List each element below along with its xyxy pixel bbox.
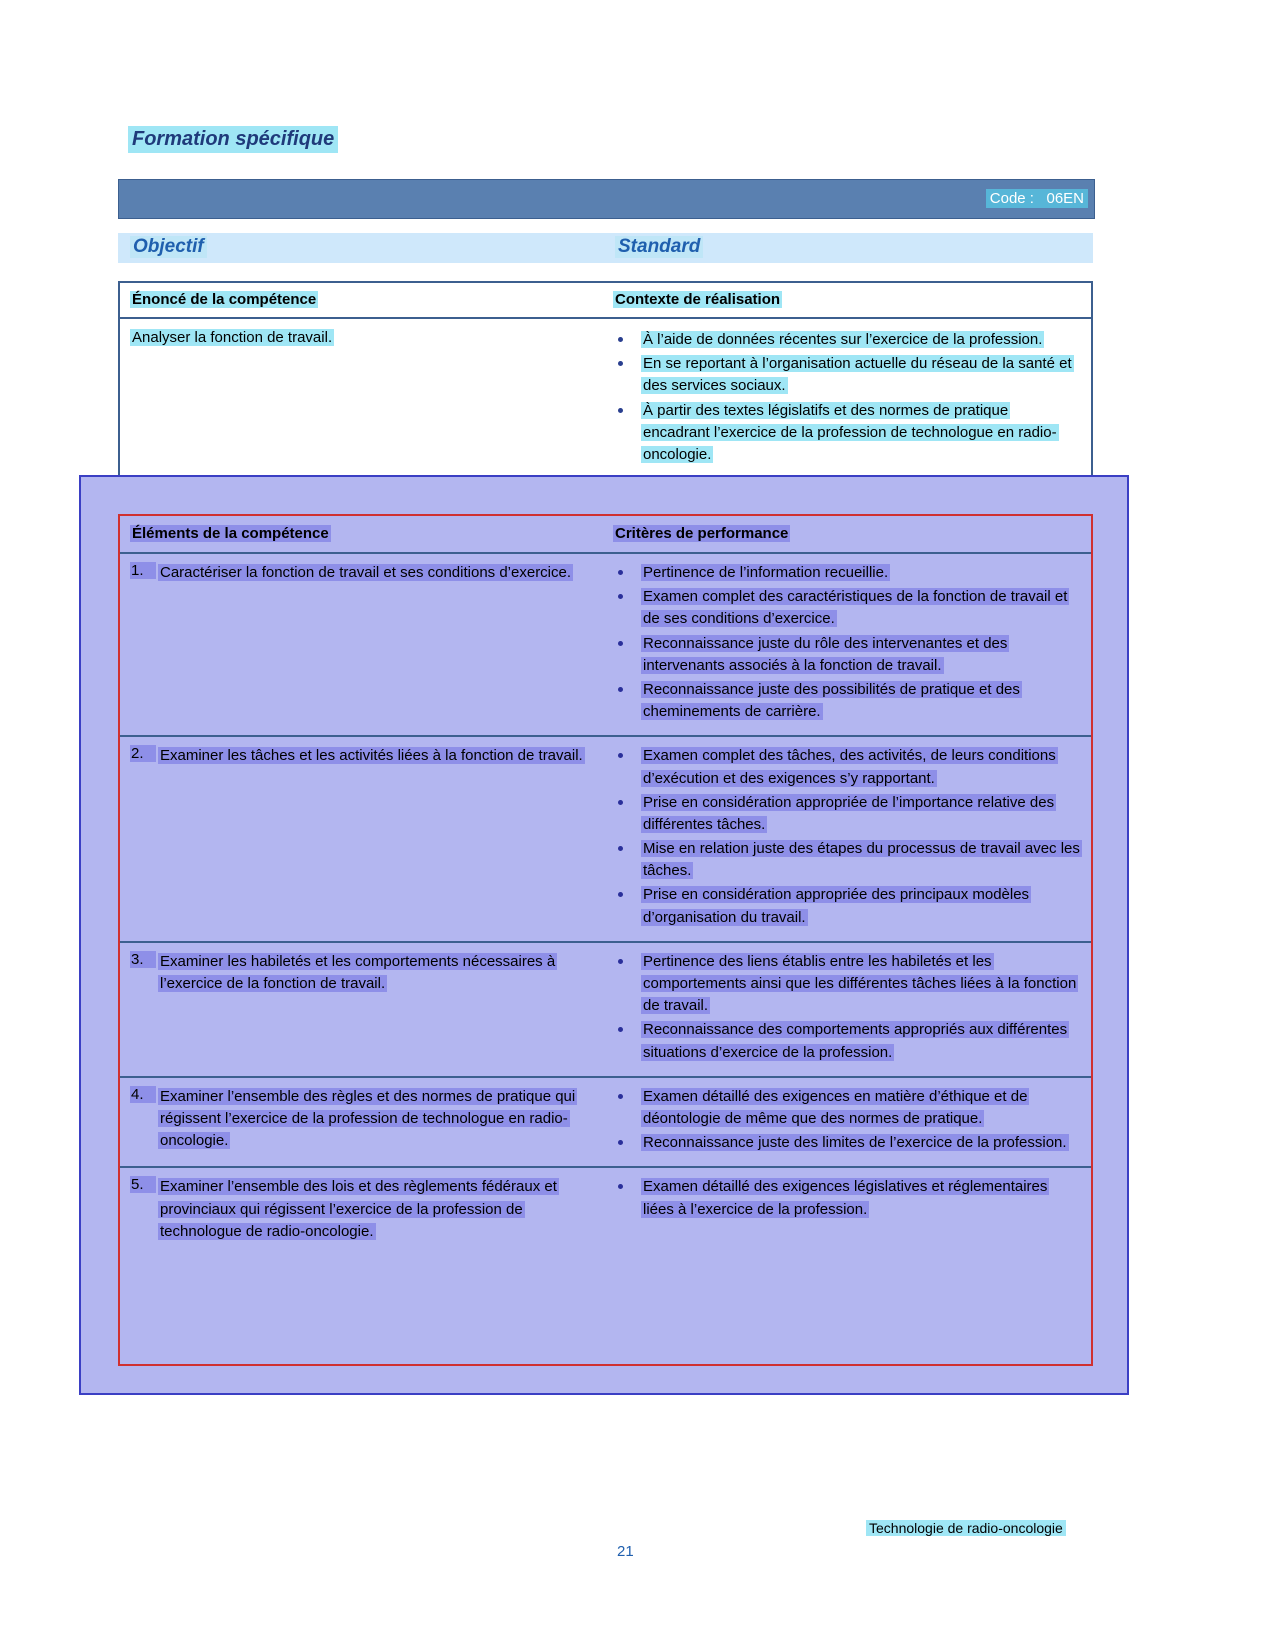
element-text-wrap — [158, 951, 600, 995]
criteria-item-text: Pertinence des liens établis entre les habiletés et les comportements ainsi que les différentes tâches liées à la fonction de travail. — [643, 952, 1077, 1015]
criteria-item — [613, 1019, 1081, 1063]
criteria-item-text: Prise en considération appropriée de l’importance relative des différentes tâches. — [643, 793, 1055, 833]
element-text-wrap — [158, 745, 600, 767]
criteria-item — [613, 562, 1081, 584]
element-text-wrap — [158, 562, 600, 584]
competence-table-header — [120, 283, 1091, 319]
criteria-item-text: Prise en considération appropriée des principaux modèles d’organisation du travail. — [643, 886, 1030, 926]
context-list — [613, 329, 1078, 466]
element-text-wrap — [158, 1176, 600, 1243]
criteria-item-text: Mise en relation juste des étapes du processus de travail avec les tâches. — [643, 840, 1080, 880]
criteria-item-text: Examen complet des caractéristiques de la fonction de travail et de ses conditions d’exercice. — [643, 588, 1068, 628]
element-cell — [130, 745, 600, 767]
page-number: 21 — [617, 1543, 634, 1560]
criteria-item-text: Reconnaissance juste du rôle des intervenantes et des intervenants associés à la fonction de travail. — [643, 634, 1008, 674]
footer-program-name: Technologie de radio-oncologie — [866, 1520, 1066, 1536]
criteria-cell — [613, 745, 1081, 929]
criteria-item — [613, 951, 1081, 1018]
criteria-item — [613, 1132, 1081, 1154]
table-row — [120, 554, 1091, 737]
element-text: Caractériser la fonction de travail et ses conditions d’exercice. — [160, 564, 572, 581]
competence-statement-text: Analyser la fonction de travail. — [132, 329, 333, 346]
element-cell — [130, 562, 600, 584]
element-cell — [130, 1086, 600, 1153]
criteria-item-text: Examen détaillé des exigences en matière d’éthique et de déontologie de même que des normes de pratique. — [643, 1087, 1028, 1127]
criteria-cell — [613, 1176, 1081, 1220]
criteria-item-text: Pertinence de l’information recueillie. — [643, 564, 889, 581]
criteria-item-text: Reconnaissance juste des limites de l’exercice de la profession. — [643, 1134, 1067, 1152]
header-enonce: Énoncé de la compétence — [132, 291, 317, 308]
context-item — [613, 353, 1078, 397]
criteria-item — [613, 633, 1081, 677]
criteria-item — [613, 884, 1081, 928]
element-number: 4. — [130, 1086, 156, 1103]
criteria-item-text: Reconnaissance juste des possibilités de pratique et des cheminements de carrière. — [643, 680, 1020, 721]
criteria-item — [613, 586, 1081, 630]
header-contexte: Contexte de réalisation — [615, 291, 781, 308]
competence-statement-cell — [130, 329, 600, 346]
element-number: 2. — [130, 745, 156, 762]
objectif-standard-header — [118, 233, 1093, 263]
elements-table-header — [120, 516, 1091, 554]
context-cell — [613, 329, 1078, 468]
header-elements: Éléments de la compétence — [132, 525, 329, 542]
element-cell — [130, 1176, 600, 1243]
criteria-item-text: Examen détaillé des exigences législatives et réglementaires liées à l’exercice de la profession. — [643, 1178, 1048, 1218]
criteria-item-text: Examen complet des tâches, des activités, de leurs conditions d’exécution et des exigences s’y rapportant. — [643, 747, 1056, 787]
element-number: 3. — [130, 951, 156, 968]
table-row — [120, 1078, 1091, 1169]
page-title: Formation spécifique — [128, 126, 338, 153]
context-item-text: À partir des textes législatifs et des normes de pratique encadrant l’exercice de la profession de technologue en radio-oncologie. — [643, 401, 1057, 463]
criteria-list — [613, 1086, 1081, 1155]
criteria-item — [613, 792, 1081, 836]
table-row — [120, 943, 1091, 1078]
criteria-item — [613, 838, 1081, 882]
context-item — [613, 400, 1078, 467]
element-number: 5. — [130, 1176, 156, 1193]
code-label: Code : 06EN — [986, 189, 1088, 208]
table-row — [120, 737, 1091, 943]
element-text-wrap — [158, 1086, 600, 1153]
criteria-item — [613, 1176, 1081, 1220]
criteria-item-text: Reconnaissance des comportements appropriés aux différentes situations d’exercice de la profession. — [643, 1021, 1068, 1061]
element-cell — [130, 951, 600, 995]
code-bar — [118, 179, 1095, 219]
criteria-cell — [613, 562, 1081, 723]
element-text: Examiner les tâches et les activités liées à la fonction de travail. — [160, 747, 583, 765]
context-item-text: À l’aide de données récentes sur l’exercice de la profession. — [643, 331, 1043, 348]
objectif-label: Objectif — [130, 236, 207, 258]
element-text: Examiner l’ensemble des règles et des normes de pratique qui régissent l’exercice de la profession de technologue en radio-oncologie. — [160, 1087, 576, 1150]
context-item-text: En se reportant à l’organisation actuelle du réseau de la santé et des services sociaux. — [643, 355, 1072, 395]
criteria-list — [613, 1176, 1081, 1220]
competence-statement-table — [118, 281, 1093, 496]
criteria-item — [613, 1086, 1081, 1130]
elements-criteria-table — [118, 514, 1093, 1366]
element-text: Examiner l’ensemble des lois et des règlements fédéraux et provinciaux qui régissent l’exercice de la profession de technologue de radio-oncologie. — [160, 1178, 557, 1240]
elements-rows — [120, 554, 1091, 1240]
criteria-list — [613, 745, 1081, 929]
criteria-list — [613, 951, 1081, 1064]
criteria-list — [613, 562, 1081, 723]
criteria-item — [613, 679, 1081, 723]
context-item — [613, 329, 1078, 351]
standard-label: Standard — [615, 236, 703, 258]
header-criteres: Critères de performance — [615, 525, 789, 542]
table-row — [120, 1168, 1091, 1240]
criteria-cell — [613, 951, 1081, 1064]
element-number: 1. — [130, 562, 156, 579]
criteria-cell — [613, 1086, 1081, 1155]
element-text: Examiner les habiletés et les comportements nécessaires à l’exercice de la fonction de travail. — [160, 952, 556, 992]
criteria-item — [613, 745, 1081, 789]
